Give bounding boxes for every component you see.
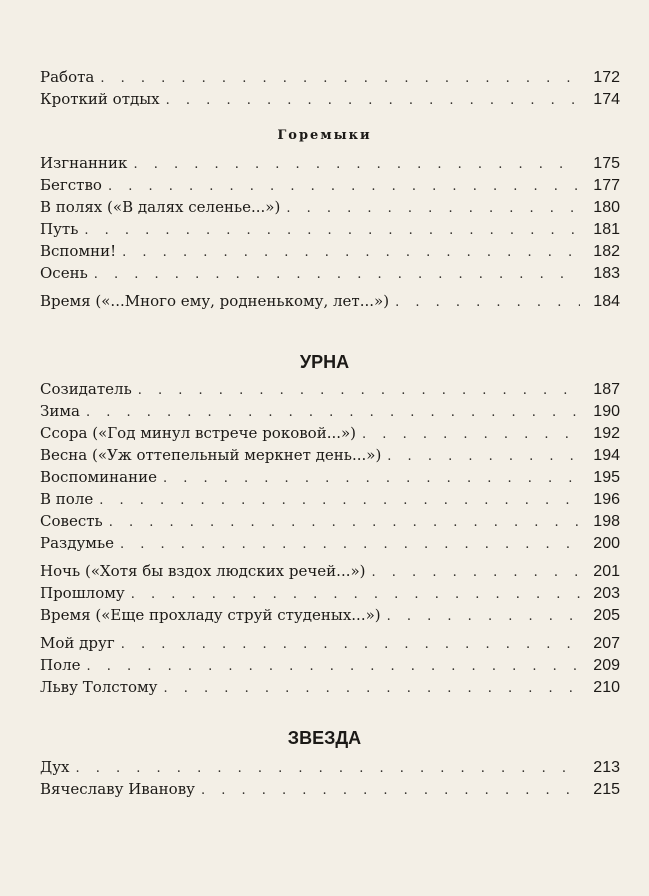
toc-entry [40, 676, 620, 698]
entry-title: Зима [40, 402, 80, 420]
toc-entry [40, 240, 620, 262]
toc-entry [40, 654, 620, 676]
entry-title: Вспомни! [40, 242, 117, 260]
section-heading-goremyki: Горемыки [277, 128, 372, 143]
entry-page: 174 [593, 91, 620, 108]
toc-entry [40, 378, 620, 400]
toc-section-zvezda [40, 756, 620, 800]
leader-dots [75, 758, 580, 780]
toc-section-urna [40, 378, 620, 698]
section-heading-urna: УРНА [299, 352, 350, 372]
leader-dots [100, 68, 580, 90]
entry-page: 210 [593, 679, 620, 696]
entry-page: 196 [593, 491, 620, 508]
leader-dots [164, 678, 580, 700]
entry-page: 183 [593, 265, 620, 282]
entry-page: 205 [593, 607, 620, 624]
entry-page: 195 [593, 469, 620, 486]
entry-title: Путь [40, 220, 79, 238]
entry-page: 213 [593, 759, 620, 776]
toc-entry [40, 466, 620, 488]
entry-title: Время («...Много ему, родненькому, лет...») [40, 292, 390, 310]
leader-dots [87, 656, 580, 678]
entry-title: Работа [40, 68, 95, 86]
toc-entry [40, 778, 620, 800]
entry-title: Льву Толстому [40, 678, 158, 696]
toc-entry [40, 756, 620, 778]
leader-dots [372, 562, 580, 584]
entry-page: 181 [593, 221, 620, 238]
leader-dots [108, 176, 580, 198]
leader-dots [163, 468, 580, 490]
entry-page: 180 [593, 199, 620, 216]
entry-title: Бегство [40, 176, 102, 194]
entry-page: 207 [593, 635, 620, 652]
leader-dots [109, 512, 580, 534]
entry-page: 182 [593, 243, 620, 260]
toc-section-goremyki [40, 152, 620, 312]
toc-entry [40, 152, 620, 174]
toc-entry [40, 196, 620, 218]
toc-entry [40, 290, 620, 312]
entry-page: 184 [593, 293, 620, 310]
toc-entry [40, 510, 620, 532]
leader-dots [86, 402, 580, 424]
entry-title: Совесть [40, 512, 103, 530]
entry-title: Воспоминание [40, 468, 157, 486]
entry-title: Мой друг [40, 634, 115, 652]
leader-dots [138, 380, 580, 402]
leader-dots [120, 534, 580, 556]
entry-page: 175 [593, 155, 620, 172]
entry-page: 200 [593, 535, 620, 552]
leader-dots [395, 292, 580, 314]
toc-entry [40, 444, 620, 466]
entry-page: 201 [593, 563, 620, 580]
entry-page: 198 [593, 513, 620, 530]
toc-entry [40, 604, 620, 626]
entry-page: 187 [593, 381, 620, 398]
entry-title: Ссора («Год минул встрече роковой...») [40, 424, 357, 442]
toc-entry [40, 66, 620, 88]
toc-section-top [40, 66, 620, 110]
leader-dots [94, 264, 580, 286]
toc-entry [40, 560, 620, 582]
toc-entry [40, 400, 620, 422]
leader-dots [131, 584, 580, 606]
entry-title: Ночь («Хотя бы вздох людских речей...») [40, 562, 366, 580]
entry-title: Осень [40, 264, 88, 282]
entry-title: Кроткий отдых [40, 90, 160, 108]
leader-dots [362, 424, 580, 446]
leader-dots [99, 490, 580, 512]
toc-entry [40, 632, 620, 654]
toc-entry [40, 488, 620, 510]
toc-entry [40, 262, 620, 284]
leader-dots [201, 780, 580, 802]
toc-entry [40, 88, 620, 110]
entry-page: 192 [593, 425, 620, 442]
entry-title: Вячеславу Иванову [40, 780, 195, 798]
toc-entry [40, 532, 620, 554]
leader-dots [133, 154, 580, 176]
toc-entry [40, 218, 620, 240]
entry-title: В поле [40, 490, 94, 508]
entry-title: В полях («В далях селенье...») [40, 198, 281, 216]
leader-dots [121, 634, 580, 656]
leader-dots [387, 606, 580, 628]
entry-title: Весна («Уж оттепельный меркнет день...») [40, 446, 382, 464]
entry-page: 190 [593, 403, 620, 420]
entry-page: 177 [593, 177, 620, 194]
toc-entry [40, 582, 620, 604]
leader-dots [122, 242, 580, 264]
section-heading-zvezda: ЗВЕЗДА [287, 728, 362, 748]
entry-title: Изгнанник [40, 154, 128, 172]
toc-entry [40, 422, 620, 444]
leader-dots [166, 90, 580, 112]
entry-title: Время («Еще прохладу струй студеных...») [40, 606, 381, 624]
entry-title: Созидатель [40, 380, 132, 398]
leader-dots [84, 220, 580, 242]
entry-title: Поле [40, 656, 81, 674]
entry-title: Прошлому [40, 584, 125, 602]
toc-entry [40, 174, 620, 196]
entry-title: Дух [40, 758, 70, 776]
leader-dots [387, 446, 580, 468]
entry-page: 215 [593, 781, 620, 798]
leader-dots [286, 198, 580, 220]
entry-page: 172 [593, 69, 620, 86]
entry-page: 194 [593, 447, 620, 464]
entry-page: 203 [593, 585, 620, 602]
entry-title: Раздумье [40, 534, 114, 552]
entry-page: 209 [593, 657, 620, 674]
